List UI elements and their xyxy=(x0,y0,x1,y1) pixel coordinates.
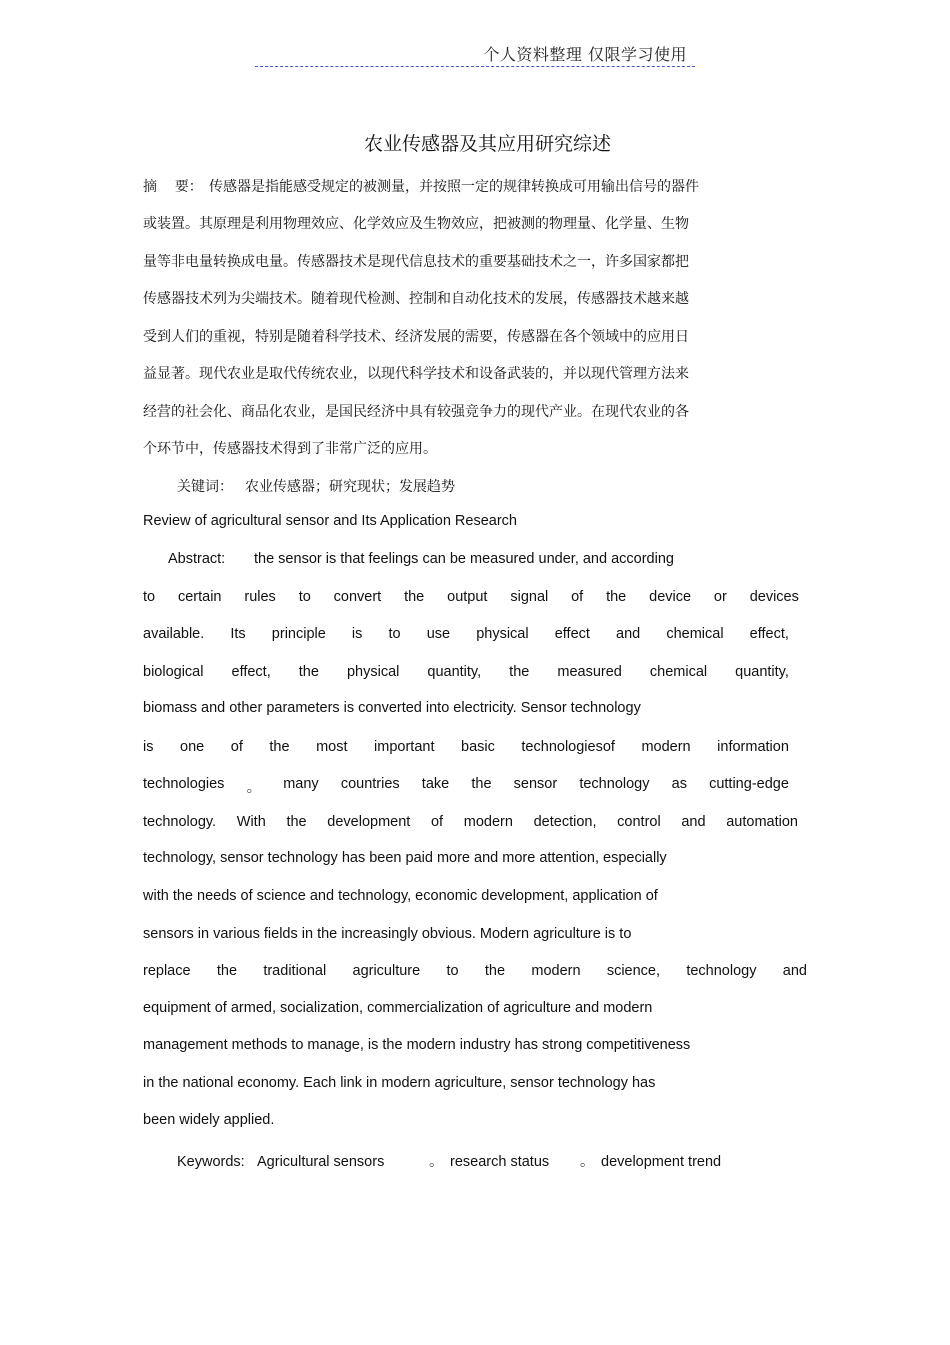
word: With xyxy=(236,814,266,830)
abstract-en-line: management methods to manage, is the modern industry has strong competitiveness xyxy=(143,1037,691,1053)
keyword-en: Agricultural sensors xyxy=(257,1154,385,1170)
abstract-en-line xyxy=(143,589,799,605)
word: or xyxy=(713,589,727,605)
word: take xyxy=(421,776,450,792)
keyword-sep: 。 xyxy=(580,1154,595,1170)
abstract-en-line: equipment of armed, socialization, commercialization of agriculture and modern xyxy=(143,1000,653,1016)
keywords-en-label: Keywords: xyxy=(177,1154,245,1170)
abstract-cn-line: 或装置。其原理是利用物理效应、化学效应及生物效应，把被测的物理量、化学量、生物 xyxy=(143,216,689,232)
word: is xyxy=(143,739,154,755)
abstract-en-line xyxy=(143,814,798,830)
abstract-cn-line: 传感器技术列为尖端技术。随着现代检测、控制和自动化技术的发展，传感器技术越来越 xyxy=(143,291,689,307)
word: principle xyxy=(271,626,326,642)
word: of xyxy=(571,589,584,605)
abstract-cn-label: 摘 要： xyxy=(143,179,203,195)
word: technologiesof xyxy=(521,739,615,755)
word: important xyxy=(374,739,435,755)
abstract-en-label: Abstract: xyxy=(168,551,226,567)
word: biological xyxy=(143,664,204,680)
word: technologies xyxy=(143,776,225,792)
word: traditional xyxy=(263,963,327,979)
keywords-cn xyxy=(177,476,455,496)
abstract-cn-line: 量等非电量转换成电量。传感器技术是现代信息技术的重要基础技术之一，许多国家都把 xyxy=(143,254,689,270)
keyword-cn: 研究现状； xyxy=(329,479,399,495)
english-title: Review of agricultural sensor and Its Application Research xyxy=(143,513,517,529)
word: the xyxy=(269,739,290,755)
word: the xyxy=(509,664,530,680)
word: output xyxy=(447,589,488,605)
abstract-en-line xyxy=(143,776,789,797)
word: 。 xyxy=(246,780,262,796)
word: effect xyxy=(554,626,590,642)
word: one xyxy=(180,739,205,755)
abstract-cn-line: 个环节中，传感器技术得到了非常广泛的应用。 xyxy=(143,441,437,457)
word: available. xyxy=(143,626,205,642)
word: signal xyxy=(510,589,549,605)
word: science, xyxy=(606,963,661,979)
word: modern xyxy=(641,739,691,755)
document-title: 农业传感器及其应用研究综述 xyxy=(363,133,611,155)
word: to xyxy=(446,963,459,979)
abstract-cn-line: 受到人们的重视，特别是随着科学技术、经济发展的需要，传感器在各个领域中的应用日 xyxy=(143,329,689,345)
keyword-cn: 发展趋势 xyxy=(399,479,455,495)
word: Its xyxy=(230,626,246,642)
word: the xyxy=(484,963,506,979)
word: detection, xyxy=(533,814,597,830)
keywords-en xyxy=(177,1150,721,1171)
word: countries xyxy=(340,776,400,792)
word: and xyxy=(782,963,807,979)
word: modern xyxy=(463,814,513,830)
abstract-cn-line xyxy=(143,176,699,196)
word: technology xyxy=(579,776,650,792)
word: and xyxy=(681,814,706,830)
abstract-en-line: sensors in various fields in the increasingly obvious. Modern agriculture is to xyxy=(143,926,632,942)
word: most xyxy=(316,739,348,755)
word: rules xyxy=(244,589,276,605)
word: is xyxy=(351,626,363,642)
keyword-cn: 农业传感器； xyxy=(245,479,329,495)
keyword-en: development trend xyxy=(601,1154,722,1170)
word: the xyxy=(404,589,425,605)
keywords-cn-label: 关键词： xyxy=(177,479,233,495)
word: basic xyxy=(461,739,495,755)
word: physical xyxy=(346,664,400,680)
abstract-cn-first-line: 传感器是指能感受规定的被测量，并按照一定的规律转换成可用输出信号的器件 xyxy=(209,179,699,195)
word: device xyxy=(649,589,692,605)
word: replace xyxy=(143,963,191,979)
keyword-sep: 。 xyxy=(429,1154,444,1170)
word: modern xyxy=(531,963,581,979)
word: cutting-edge xyxy=(709,776,789,792)
word: convert xyxy=(333,589,382,605)
abstract-en-line: with the needs of science and technology, economic development, application of xyxy=(143,888,658,904)
word: to xyxy=(388,626,401,642)
header-text: 个人资料整理 仅限学习使用 xyxy=(483,45,687,64)
abstract-en-first xyxy=(168,551,674,567)
word: and xyxy=(616,626,641,642)
word: the xyxy=(471,776,492,792)
word: of xyxy=(230,739,243,755)
word: sensor xyxy=(513,776,558,792)
word: development xyxy=(327,814,411,830)
abstract-en-line xyxy=(143,739,789,755)
word: information xyxy=(717,739,789,755)
word: use xyxy=(426,626,451,642)
abstract-cn-line: 经营的社会化、商品化农业，是国民经济中具有较强竞争力的现代产业。在现代农业的各 xyxy=(143,404,689,420)
word: to xyxy=(298,589,311,605)
word: effect, xyxy=(749,626,789,642)
word: as xyxy=(671,776,687,792)
abstract-en-line: been widely applied. xyxy=(143,1112,275,1128)
word: certain xyxy=(177,589,222,605)
word: effect, xyxy=(231,664,271,680)
word: of xyxy=(430,814,444,830)
word: agriculture xyxy=(352,963,421,979)
abstract-en-line: in the national economy. Each link in modern agriculture, sensor technology has xyxy=(143,1075,656,1091)
page-header xyxy=(255,40,695,67)
word: to xyxy=(143,589,156,605)
word: chemical xyxy=(649,664,708,680)
word: quantity, xyxy=(427,664,482,680)
word: quantity, xyxy=(735,664,789,680)
word: the xyxy=(286,814,307,830)
abstract-en-line: technology, sensor technology has been paid more and more attention, especially xyxy=(143,850,667,866)
word: the xyxy=(298,664,319,680)
abstract-en-first-line: the sensor is that feelings can be measured under, and according xyxy=(254,551,674,567)
word: the xyxy=(216,963,238,979)
word: devices xyxy=(749,589,799,605)
word: control xyxy=(617,814,661,830)
word: automation xyxy=(726,814,798,830)
abstract-en-line xyxy=(143,664,789,680)
word: chemical xyxy=(666,626,724,642)
abstract-en-line xyxy=(143,626,789,642)
keyword-en: research status xyxy=(450,1154,550,1170)
word: measured xyxy=(557,664,622,680)
word: physical xyxy=(476,626,529,642)
word: many xyxy=(283,776,319,792)
word: technology. xyxy=(143,814,217,830)
word: technology xyxy=(686,963,757,979)
abstract-cn-line: 益显著。现代农业是取代传统农业，以现代科学技术和设备武装的，并以现代管理方法来 xyxy=(143,366,689,382)
word: the xyxy=(606,589,627,605)
abstract-en-line: biomass and other parameters is converted into electricity. Sensor technology xyxy=(143,700,641,716)
abstract-en-line xyxy=(143,963,807,979)
